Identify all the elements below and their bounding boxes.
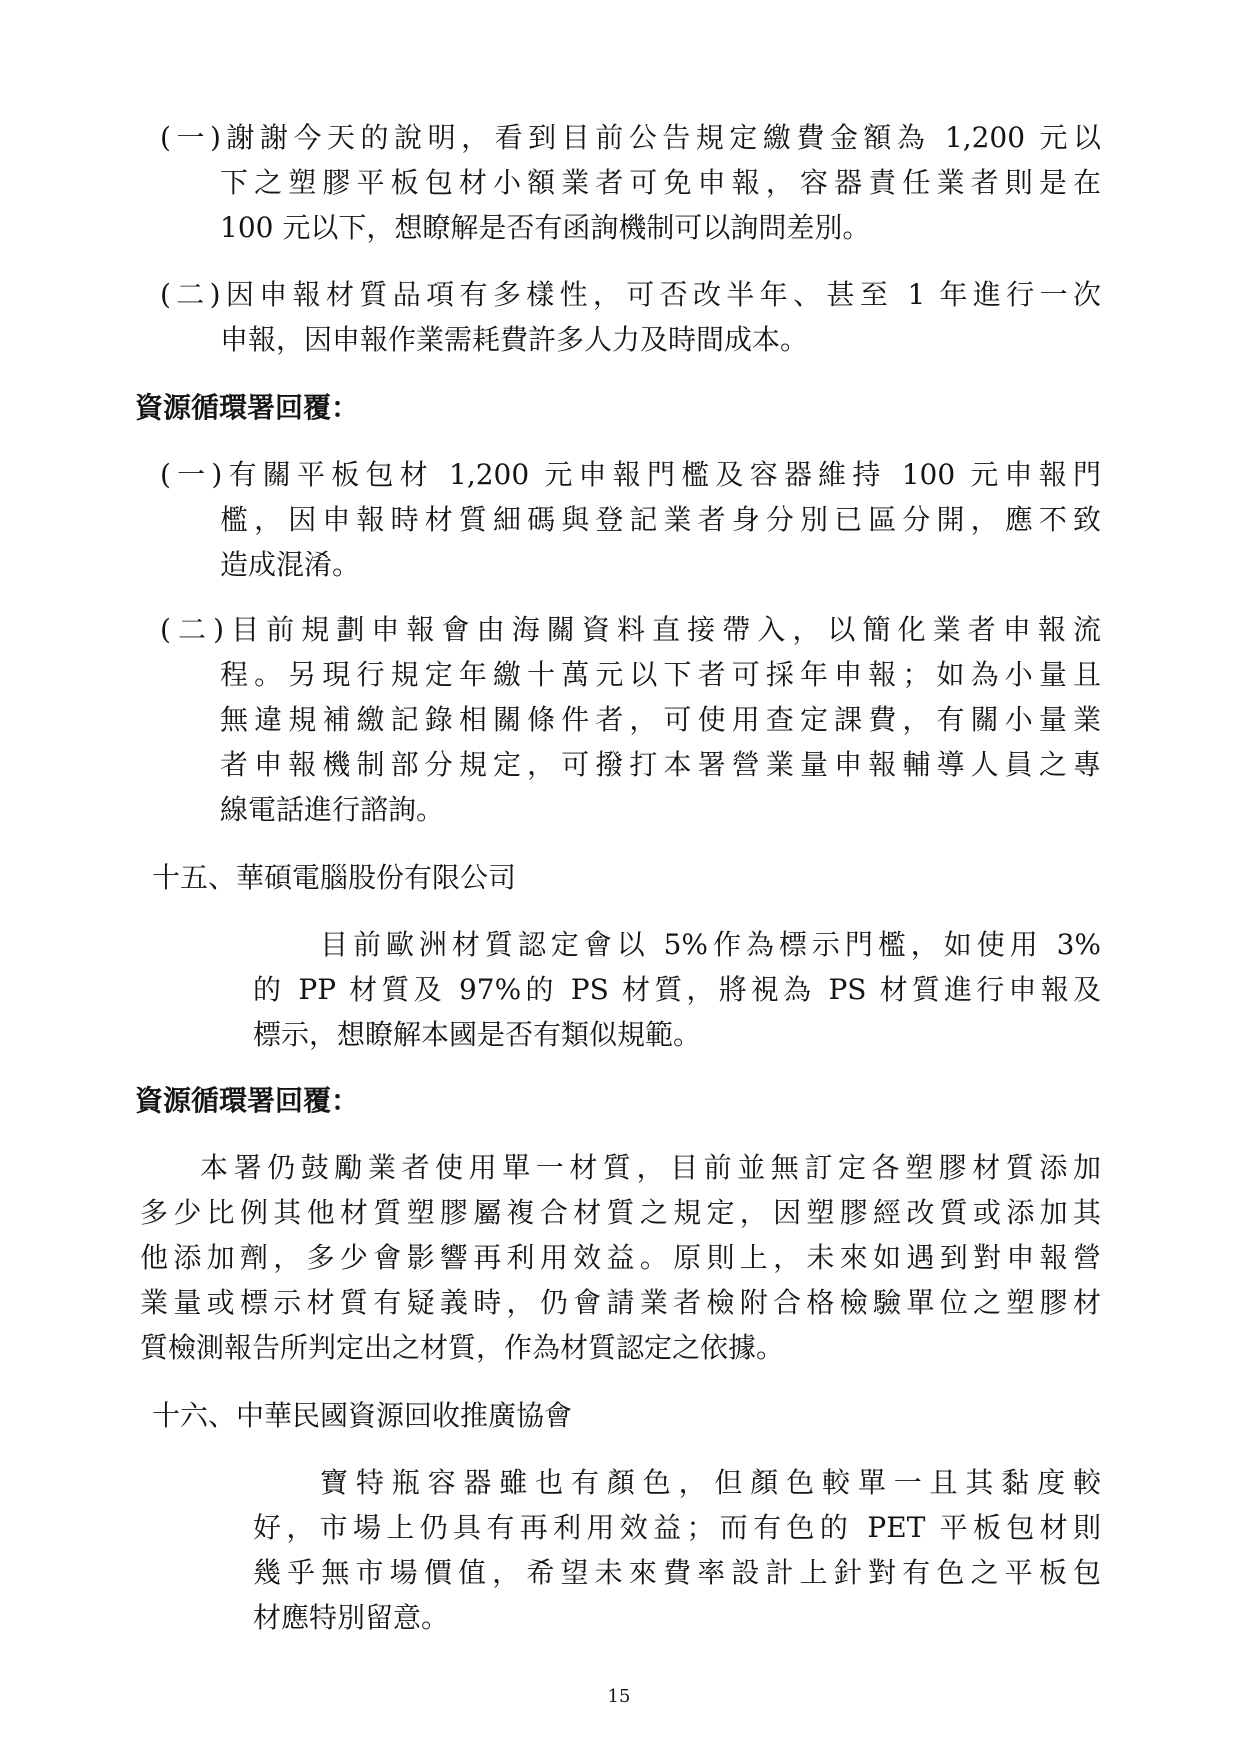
section-16-line-1: 寶特瓶容器雖也有顏色，但顏色較單一且其黏度較 (320, 1466, 1101, 1499)
section-15-line-2: 的 PP 材質及 97%的 PS 材質，將視為 PS 材質進行申報及 (253, 973, 1101, 1006)
q1-item-1-line-3: 100 元以下，想瞭解是否有函詢機制可以詢問差別。 (220, 211, 871, 244)
section-16-line-2: 好，市場上仍具有再利用效益；而有色的 PET 平板包材則 (253, 1511, 1101, 1544)
r1-item-2-line-5: 線電話進行諮詢。 (220, 793, 445, 826)
r1-item-1-line-2: 檻，因申報時材質細碼與登記業者身分別已區分開，應不致 (220, 503, 1101, 536)
section-15-line-3: 標示，想瞭解本國是否有類似規範。 (253, 1018, 702, 1051)
page-number: 15 (607, 1686, 631, 1707)
r1-item-2-line-2: 程。另現行規定年繳十萬元以下者可採年申報；如為小量且 (220, 658, 1101, 691)
q1-item-2-line-1: (二)因申報材質品項有多樣性，可否改半年、甚至 1 年進行一次 (160, 278, 1101, 311)
section-15-line-1: 目前歐洲材質認定會以 5%作為標示門檻，如使用 3% (320, 928, 1101, 961)
reply-2-line-1: 本署仍鼓勵業者使用單一材質，目前並無訂定各塑膠材質添加 (200, 1151, 1101, 1184)
reply-2-line-4: 業量或標示材質有疑義時，仍會請業者檢附合格檢驗單位之塑膠材 (140, 1286, 1101, 1319)
r1-item-2-line-1: (二)目前規劃申報會由海關資料直接帶入，以簡化業者申報流 (160, 613, 1101, 646)
q1-item-2-line-2: 申報，因申報作業需耗費許多人力及時間成本。 (220, 323, 809, 356)
section-15-title: 十五、華碩電腦股份有限公司 (152, 861, 517, 894)
section-16-line-4: 材應特別留意。 (253, 1601, 450, 1634)
r1-item-1-line-3: 造成混淆。 (220, 548, 361, 581)
q1-item-1-line-1: (一)謝謝今天的說明，看到目前公告規定繳費金額為 1,200 元以 (160, 121, 1101, 154)
r1-item-2-line-4: 者申報機制部分規定，可撥打本署營業量申報輔導人員之專 (220, 748, 1101, 781)
r1-item-1-line-1: (一)有關平板包材 1,200 元申報門檻及容器維持 100 元申報門 (160, 458, 1101, 491)
q1-item-1-line-2: 下之塑膠平板包材小額業者可免申報，容器責任業者則是在 (220, 166, 1101, 199)
reply-2-line-3: 他添加劑，多少會影響再利用效益。原則上，未來如遇到對申報營 (140, 1241, 1101, 1274)
section-16-title: 十六、中華民國資源回收推廣協會 (152, 1399, 573, 1432)
r1-item-2-line-3: 無違規補繳記錄相關條件者，可使用查定課費，有關小量業 (220, 703, 1101, 736)
reply-heading-1: 資源循環署回覆： (135, 391, 360, 424)
reply-heading-2: 資源循環署回覆： (135, 1084, 360, 1117)
section-16-line-3: 幾乎無市場價值，希望未來費率設計上針對有色之平板包 (253, 1556, 1101, 1589)
reply-2-line-2: 多少比例其他材質塑膠屬複合材質之規定，因塑膠經改質或添加其 (140, 1196, 1101, 1229)
reply-2-line-5: 質檢測報告所判定出之材質，作為材質認定之依據。 (140, 1331, 785, 1364)
